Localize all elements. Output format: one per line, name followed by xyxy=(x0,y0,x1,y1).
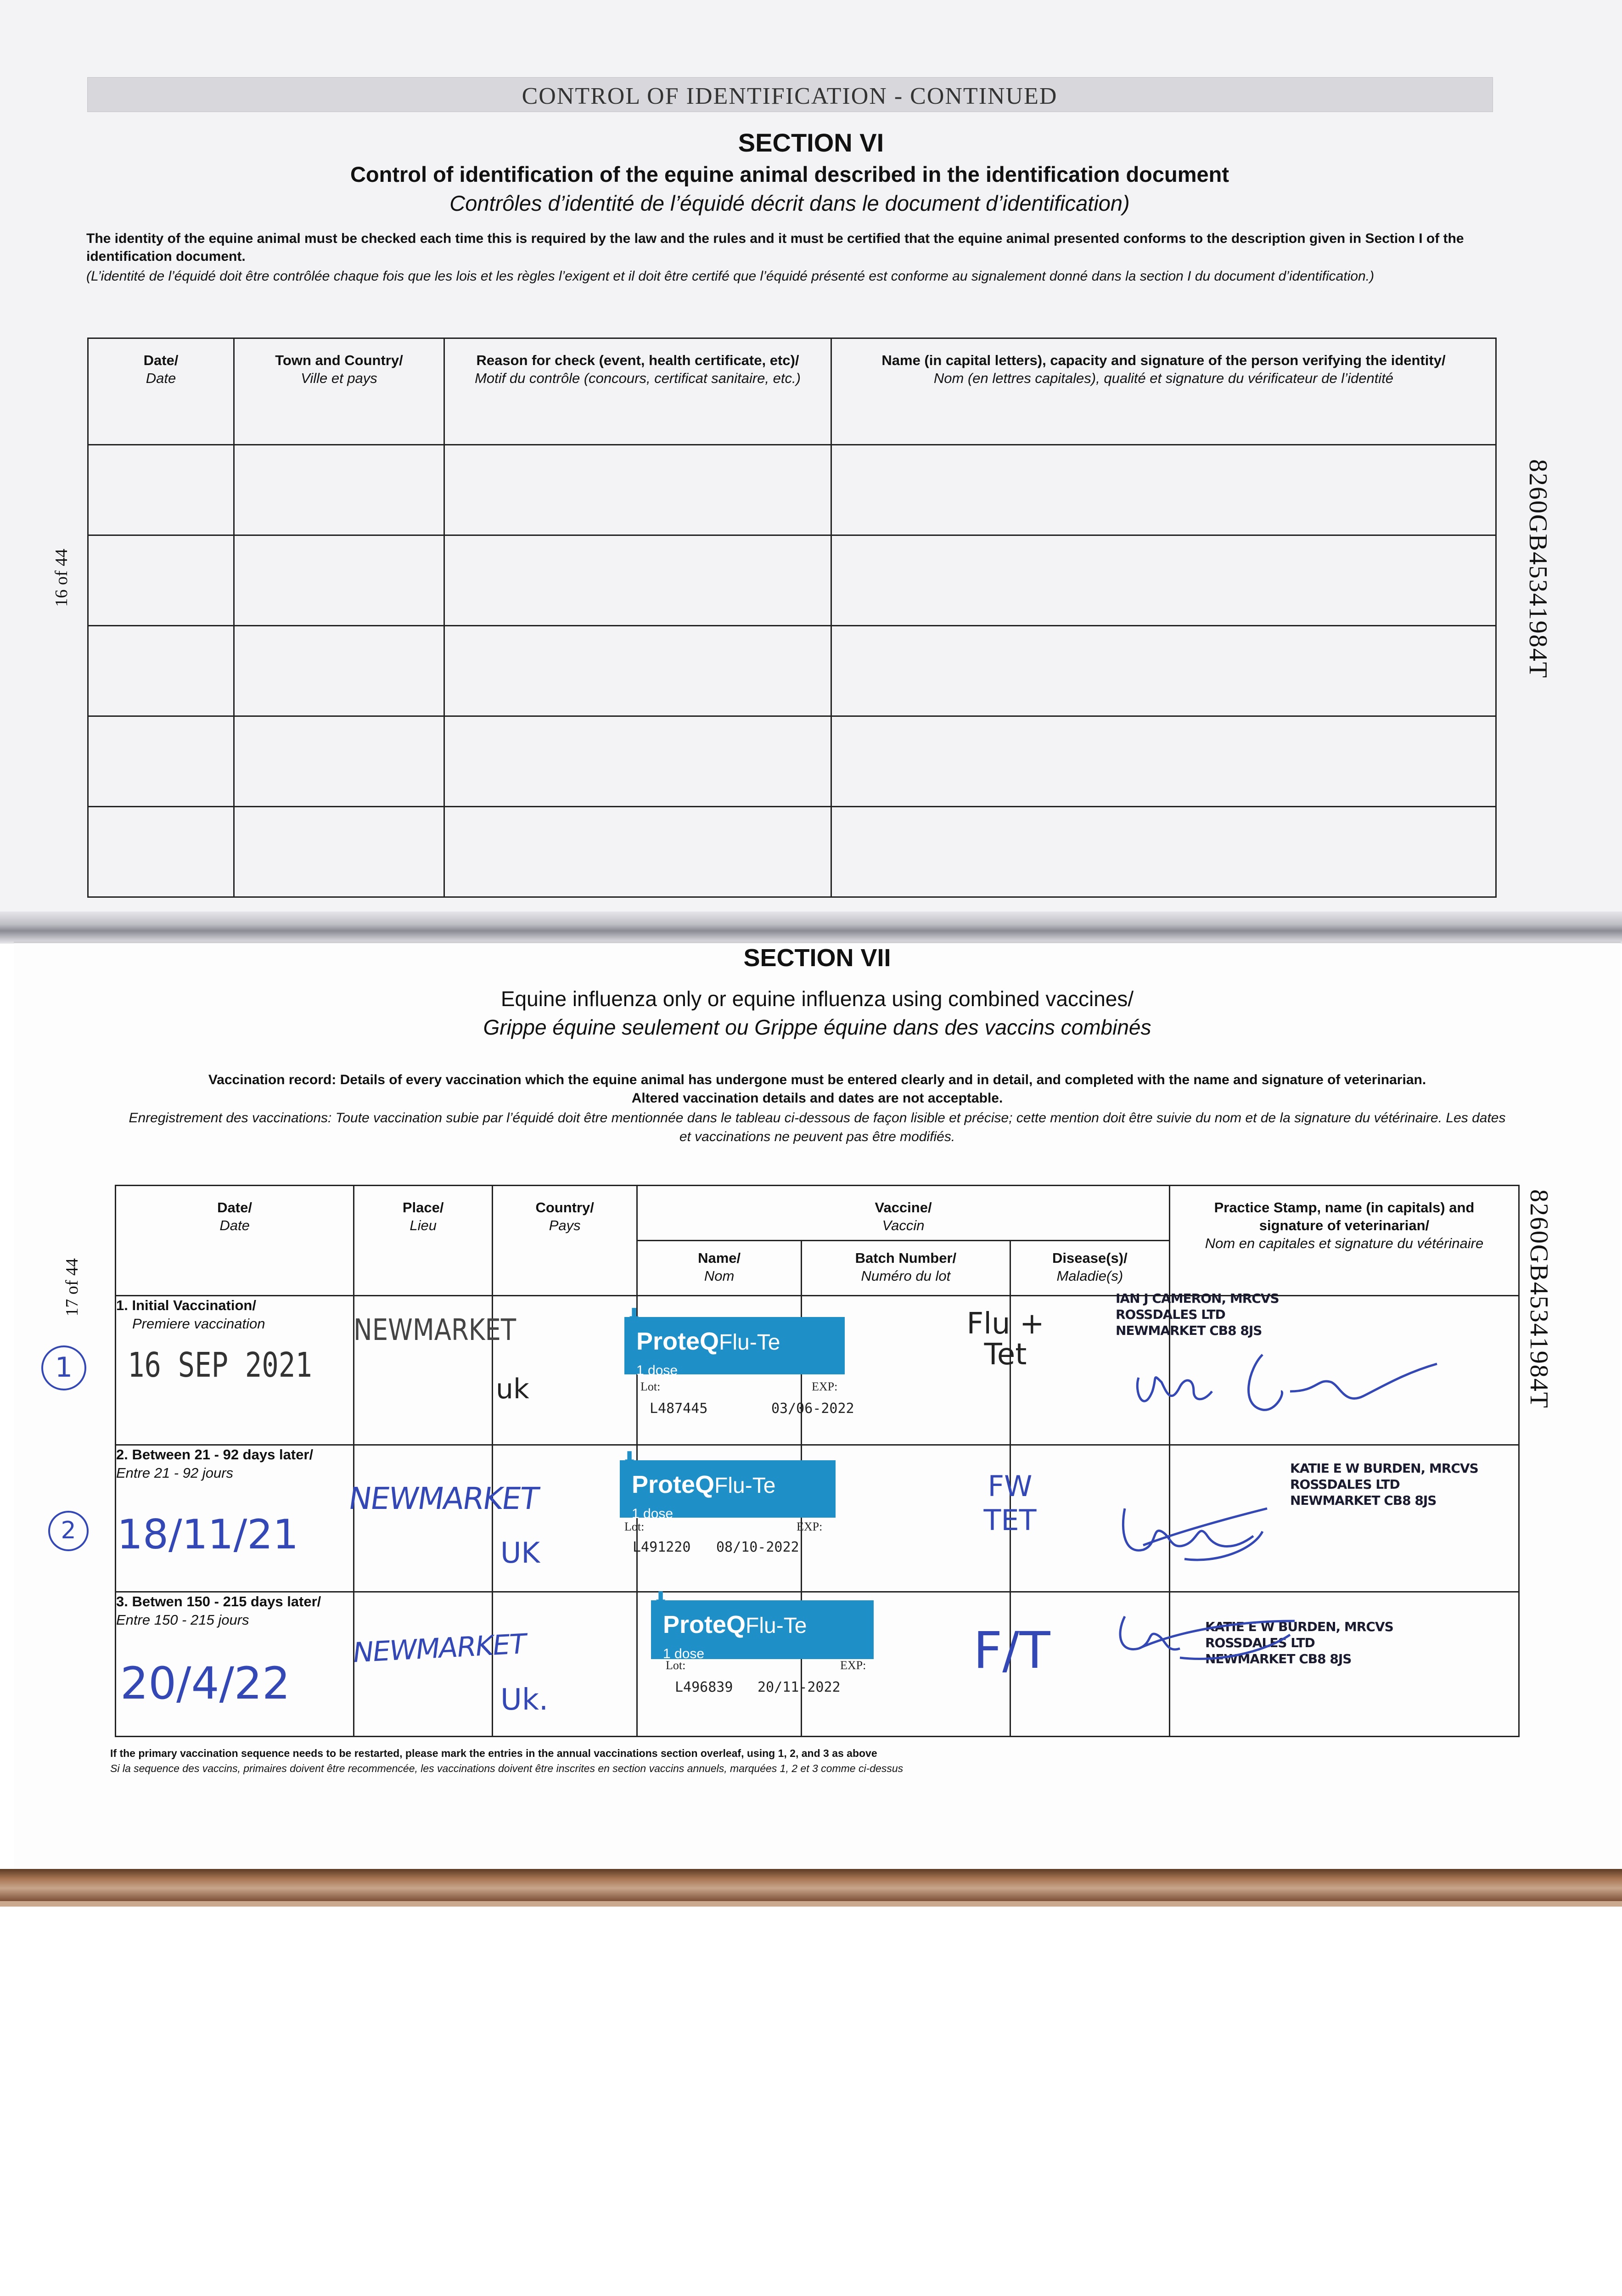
table-cell[interactable] xyxy=(831,535,1496,626)
footnote-fr: Si la sequence des vaccins, primaires doivent être recommencée, les vaccinations doivent être inscrites en section vaccins annuels, marquées 1, 2 et 3 comme ci-dessus xyxy=(110,1762,904,1774)
vaccination-record-en: Vaccination record: Details of every vaccination which the equine animal has undergone must be entered clearly and in detail, and completed with the name and signature of veterinarian. xyxy=(208,1072,1426,1087)
sticker-arrow-icon: ⬇ xyxy=(654,1588,668,1607)
table-cell[interactable] xyxy=(831,807,1496,897)
row-2-vaccine-sticker xyxy=(620,1448,836,1521)
margin-mark-1: 1 xyxy=(41,1345,86,1390)
row-1-country-text: uk xyxy=(496,1373,529,1405)
table-cell[interactable] xyxy=(444,535,831,626)
row-3-date: 20/4/22 xyxy=(120,1658,291,1709)
section-vii-subtitle-fr: Grippe équine seulement ou Grippe équine dans des vaccins combinés xyxy=(483,1015,1151,1039)
row-2-signature xyxy=(1116,1481,1272,1568)
row-3-signature xyxy=(1111,1603,1304,1671)
table-cell[interactable] xyxy=(444,626,831,716)
vaccine-brand: ProteQ xyxy=(632,1471,715,1498)
book-spine xyxy=(0,912,1622,944)
row-2-disease-text: FW TET xyxy=(983,1469,1037,1537)
col-diseases: Disease(s)/ Maladie(s) xyxy=(1010,1241,1169,1296)
table-cell[interactable] xyxy=(234,807,444,897)
table-cell[interactable] xyxy=(234,626,444,716)
vaccine-dose: 1 dose xyxy=(636,1363,678,1378)
footnote-en: If the primary vaccination sequence needs to be restarted, please mark the entries in the annual vaccinations section overleaf, using 1, 2, and 3 as above xyxy=(110,1747,877,1759)
book-cover-edge-light xyxy=(0,1901,1622,1907)
row-2-exp: 08/10-2022 xyxy=(716,1539,799,1555)
row-3-exp-label: EXP: xyxy=(840,1659,866,1672)
table-cell[interactable] xyxy=(234,535,444,626)
margin-mark-2: 2 xyxy=(48,1511,89,1551)
col-vaccine-name: Name/ Nom xyxy=(637,1241,802,1296)
col-practice-stamp: Practice Stamp, name (in capitals) and signature of veterinarian/ Nom en capitales et signature du vétérinaire xyxy=(1169,1186,1519,1296)
vaccine-brand: ProteQ xyxy=(636,1328,719,1355)
row-3-exp: 20/11-2022 xyxy=(758,1679,841,1695)
row-1-signature xyxy=(1125,1322,1455,1428)
row-3-country-text: Uk. xyxy=(500,1683,549,1717)
row-1-lot: L487445 xyxy=(650,1401,708,1417)
col-date: Date/ Date xyxy=(88,338,234,445)
table-cell[interactable] xyxy=(444,445,831,535)
table-cell[interactable] xyxy=(234,445,444,535)
section-vi-subtitle-en: Control of identification of the equine animal described in the identification document xyxy=(350,162,1229,186)
row-3-lot: L496839 xyxy=(675,1679,733,1695)
col-date: Date/ Date xyxy=(116,1186,354,1296)
row-1-exp-label: EXP: xyxy=(812,1380,838,1393)
row-3-disease-text: F/T xyxy=(973,1621,1050,1680)
sticker-arrow-icon: ⬇ xyxy=(623,1448,637,1467)
table-cell[interactable] xyxy=(88,807,234,897)
row-3-vet-stamp: KATIE E W BURDEN, MRCVS ROSSDALES LTD NEWMARKET CB8 8JS xyxy=(1205,1619,1393,1666)
row-1-vaccine-sticker xyxy=(624,1305,845,1378)
section-vi-instruction-en: The identity of the equine animal must be checked each time this is required by the law and the rules and it must be certified that the equine animal presented conforms to the description given in Section I of the identification document. xyxy=(86,231,1464,264)
row-2-label: 2. Between 21 - 92 days later/ Entre 21 - 92 jours xyxy=(116,1445,354,1592)
row-2-date: 18/11/21 xyxy=(117,1511,299,1558)
table-cell[interactable] xyxy=(831,445,1496,535)
row-2-exp-label: EXP: xyxy=(797,1520,823,1533)
vaccine-suffix: Flu-Te xyxy=(746,1614,807,1638)
book-cover-edge xyxy=(0,1869,1622,1901)
row-1-date: 16 SEP 2021 xyxy=(128,1345,312,1385)
row-1-exp: 03/06-2022 xyxy=(771,1401,854,1417)
row-2-lot-label: Lot: xyxy=(624,1520,645,1533)
vaccine-dose: 1 dose xyxy=(632,1506,673,1521)
side-code-upper: 8260GB45341984T xyxy=(1524,459,1552,679)
page-number-17: 17 of 44 xyxy=(62,1258,82,1317)
table-cell[interactable] xyxy=(234,716,444,807)
col-reason: Reason for check (event, health certificate, etc)/ Motif du contrôle (concours, certificat sanitaire, etc.) xyxy=(444,338,831,445)
table-cell[interactable] xyxy=(88,716,234,807)
table-cell[interactable] xyxy=(88,445,234,535)
section-vi-instruction-fr: (L’identité de l’équidé doit être contrôlée chaque fois que les lois et les règles l’exigent et il doit être certifé que l’équidé présenté est conforme au signalement donné dans la section I du document d’identification.) xyxy=(86,269,1375,284)
col-country: Country/ Pays xyxy=(493,1186,637,1296)
header-band-text: CONTROL OF IDENTIFICATION - CONTINUED xyxy=(522,83,1058,109)
table-cell[interactable] xyxy=(831,626,1496,716)
col-town-country: Town and Country/ Ville et pays xyxy=(234,338,444,445)
row-2-place[interactable] xyxy=(354,1445,493,1592)
row-1-label: 1. Initial Vaccination/ Premiere vaccination xyxy=(116,1296,354,1445)
row-1-vet-stamp: IAN J CAMERON, MRCVS ROSSDALES LTD NEWMARKET CB8 8JS xyxy=(1116,1291,1279,1338)
vaccine-suffix: Flu-Te xyxy=(714,1474,776,1498)
side-code-lower: 8260GB45341984T xyxy=(1525,1189,1553,1409)
section-vi-subtitle-fr: Contrôles d’identité de l’équidé décrit dans le document d’identification) xyxy=(449,191,1130,215)
table-cell[interactable] xyxy=(88,535,234,626)
col-vaccine: Vaccine/ Vaccin xyxy=(637,1186,1170,1241)
section-vii-title: SECTION VII xyxy=(743,944,891,972)
vaccine-brand: ProteQ xyxy=(663,1611,746,1638)
row-3-lot-label: Lot: xyxy=(666,1659,686,1672)
row-2-place-text: NEWMARKET xyxy=(346,1481,541,1516)
row-2-vet-stamp: KATIE E W BURDEN, MRCVS ROSSDALES LTD NEWMARKET CB8 8JS xyxy=(1290,1461,1478,1508)
row-1-place-stamp: NEWMARKET xyxy=(354,1313,516,1347)
row-3-label: 3. Betwen 150 - 215 days later/ Entre 150 - 215 jours xyxy=(116,1592,354,1737)
table-cell[interactable] xyxy=(88,626,234,716)
row-2-country[interactable] xyxy=(493,1445,637,1592)
row-1-disease-text: Flu + Tet xyxy=(966,1307,1044,1372)
vaccination-record-en-2: Altered vaccination details and dates are not acceptable. xyxy=(631,1091,1003,1106)
sticker-arrow-icon: ⬇ xyxy=(627,1305,641,1324)
section-vi-title: SECTION VI xyxy=(738,128,884,157)
row-3-vaccine-sticker xyxy=(651,1588,874,1661)
row-1-lot-label: Lot: xyxy=(640,1380,661,1393)
page-number-16: 16 of 44 xyxy=(52,549,71,607)
vaccination-record-fr: Enregistrement des vaccinations: Toute vaccination subie par l’équidé doit être mentionnée dans le tableau ci-dessous de façon lisible et précise; cette mention doit être suivie du nom et de la signature du vétérinaire. Les dates et vaccinations ne peuvent pas être modifiés. xyxy=(129,1110,1506,1144)
table-cell[interactable] xyxy=(831,716,1496,807)
vaccine-suffix: Flu-Te xyxy=(719,1330,780,1355)
vaccine-dose: 1 dose xyxy=(663,1646,705,1661)
section-vii-subtitle-en: Equine influenza only or equine influenza using combined vaccines/ xyxy=(500,987,1134,1011)
col-verifier: Name (in capital letters), capacity and signature of the person verifying the identity/ Nom (en lettres capitales), qualité et signature du vérificateur de l’identité xyxy=(831,338,1496,445)
identity-check-table xyxy=(87,338,1497,898)
row-2-country-text: UK xyxy=(500,1536,540,1570)
col-batch-number: Batch Number/ Numéro du lot xyxy=(802,1241,1010,1296)
col-place: Place/ Lieu xyxy=(354,1186,493,1296)
table-cell[interactable] xyxy=(444,807,831,897)
row-3-place-text: NEWMARKET xyxy=(351,1628,528,1669)
row-2-lot: L491220 xyxy=(633,1539,691,1555)
table-cell[interactable] xyxy=(444,716,831,807)
